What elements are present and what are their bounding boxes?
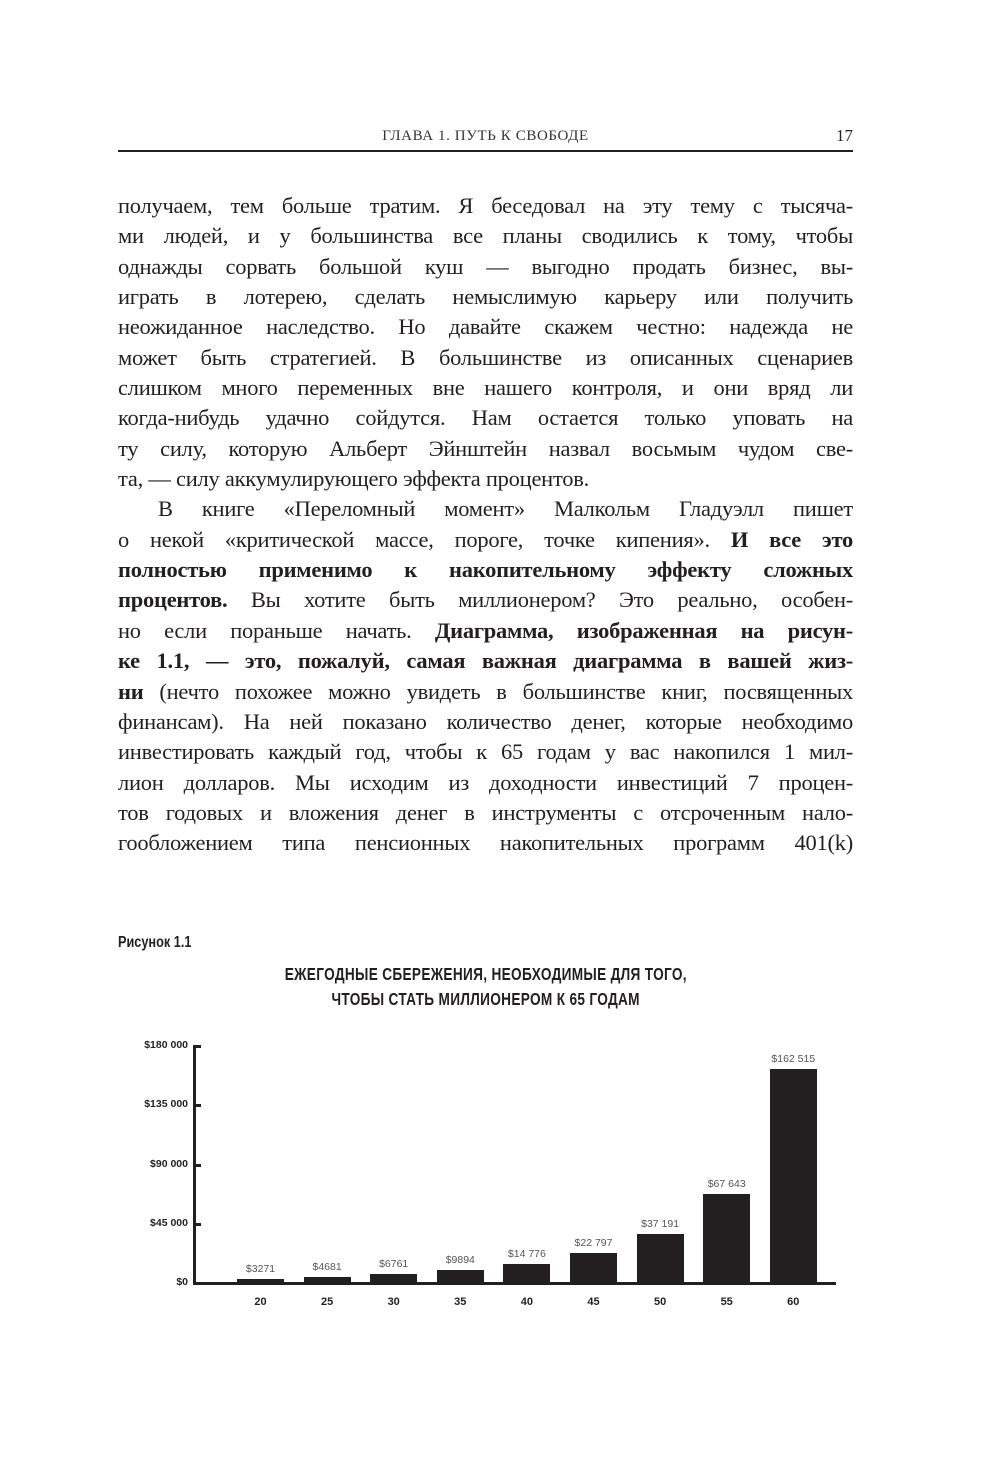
- y-tick-label: $135 000: [144, 1098, 188, 1111]
- bold-text: Диаграмма, изображенная на рисун-: [434, 617, 853, 643]
- x-tick-label: 55: [720, 1296, 733, 1308]
- text-line: [118, 252, 853, 282]
- bar: [237, 1279, 284, 1283]
- bar-value-label: $6761: [379, 1258, 409, 1271]
- bar-value-label: $22 797: [574, 1236, 613, 1249]
- bar: [570, 1253, 617, 1283]
- y-tick-label: $45 000: [150, 1216, 188, 1229]
- y-tick: [196, 1104, 201, 1107]
- text-line: [118, 191, 853, 221]
- text-run: гообложением типа пенсионных накопительных программ 401(k): [118, 830, 853, 856]
- text-line: [118, 464, 853, 494]
- text-line: [118, 677, 853, 707]
- text-line: [118, 343, 853, 373]
- text-line: [118, 282, 853, 312]
- text-run: ту силу, которую Альберт Эйнштейн назвал восьмым чудом све-: [118, 435, 853, 461]
- x-tick-label: 20: [254, 1296, 267, 1308]
- text-line: [118, 737, 853, 767]
- text-run: лион долларов. Мы исходим из доходности инвестиций 7 процен-: [118, 769, 853, 795]
- figure-title: [118, 962, 853, 1012]
- bar-value-label: $67 643: [707, 1177, 746, 1190]
- text-line: [118, 828, 853, 858]
- bold-text: ни: [118, 678, 144, 704]
- text-line: [118, 646, 853, 676]
- x-tick-label: 50: [653, 1296, 667, 1308]
- text-run: инвестировать каждый год, чтобы к 65 годам у вас накопился 1 мил-: [118, 739, 853, 765]
- bar-value-label: $3271: [245, 1262, 276, 1275]
- text-line: [118, 798, 853, 828]
- bar: [370, 1274, 417, 1283]
- bar: [703, 1194, 750, 1283]
- text-run: но если пораньше начать.: [118, 617, 435, 643]
- bar-value-label: $4681: [312, 1260, 342, 1273]
- page-number: 17: [836, 126, 853, 145]
- bar-value-label: $37 191: [641, 1218, 680, 1231]
- bold-text: процентов.: [118, 587, 228, 613]
- text-line: [118, 434, 853, 464]
- bold-text: полностью применимо к накопительному эффекту сложных: [118, 557, 853, 583]
- y-tick-label: $0: [176, 1276, 188, 1288]
- x-tick-label: 35: [454, 1296, 467, 1308]
- y-tick: [196, 1223, 201, 1226]
- x-tick-label: 40: [520, 1296, 534, 1308]
- bar: [503, 1264, 550, 1283]
- y-tick-label: $90 000: [150, 1157, 188, 1170]
- text-run: слишком много переменных вне нашего контроля, и они вряд ли: [118, 375, 853, 401]
- text-line: [118, 585, 853, 615]
- bar: [437, 1270, 484, 1283]
- text-line: [118, 707, 853, 737]
- text-run: получаем, тем больше тратим. Я беседовал на эту тему с тысяча-: [118, 193, 853, 218]
- text-line: [118, 555, 853, 585]
- bold-text: ке 1.1, — это, пожалуй, самая важная диаграмма в вашей жиз-: [118, 648, 853, 674]
- text-run: может быть стратегией. В большинстве из описанных сценариев: [118, 344, 853, 370]
- text-run: играть в лотерею, сделать немыслимую карьеру или получить: [118, 284, 853, 310]
- text-line: [118, 403, 853, 433]
- bar-value-label: $162 515: [771, 1053, 816, 1066]
- text-line: [118, 312, 853, 342]
- bar: [770, 1069, 817, 1283]
- y-tick: [196, 1045, 201, 1048]
- figure-title-line-1: ЕЖЕГОДНЫЕ СБЕРЕЖЕНИЯ, НЕОБХОДИМЫЕ ДЛЯ ТОГО,: [284, 964, 687, 984]
- text-run: финансам). На ней показано количество денег, которые необходимо: [118, 708, 853, 734]
- text-run: когда-нибудь удачно сойдутся. Нам остается только уповать на: [118, 405, 853, 431]
- figure-label: Рисунок 1.1: [118, 934, 192, 951]
- text-line: [118, 373, 853, 403]
- text-run: та, — силу аккумулирующего эффекта процентов.: [118, 466, 590, 492]
- x-tick-label: 25: [320, 1296, 334, 1308]
- bold-text: И все это: [730, 526, 853, 552]
- text-run: тов годовых и вложения денег в инструменты с отсроченным нало-: [118, 799, 853, 825]
- bar-value-label: $9894: [445, 1253, 475, 1266]
- text-run: В книге «Переломный момент» Малкольм Гладуэлл пишет: [158, 496, 853, 522]
- x-tick-label: 30: [387, 1296, 400, 1308]
- bar: [637, 1234, 684, 1283]
- figure-title-line-2: ЧТОБЫ СТАТЬ МИЛЛИОНЕРОМ К 65 ГОДАМ: [331, 989, 640, 1009]
- x-tick-label: 60: [787, 1296, 800, 1308]
- x-tick-label: 45: [587, 1296, 600, 1308]
- text-run: неожиданное наследство. Но давайте скажем честно: надежда не: [118, 314, 853, 340]
- y-tick-label: $180 000: [144, 1039, 188, 1051]
- text-run: о некой «критической массе, пороге, точке кипения».: [118, 526, 731, 552]
- chapter-title: ГЛАВА 1. ПУТЬ К СВОБОДЕ: [382, 128, 589, 144]
- text-run: ми людей, и у большинства все планы сводились к тому, чтобы: [118, 223, 853, 249]
- text-run: (нечто похожее можно увидеть в большинстве книг, посвященных: [143, 678, 853, 704]
- text-line: [118, 616, 853, 646]
- text-line: [118, 768, 853, 798]
- bar-value-label: $14 776: [507, 1247, 546, 1260]
- y-tick: [196, 1164, 201, 1167]
- bar: [304, 1277, 351, 1283]
- body-text: [118, 191, 853, 859]
- text-line: [118, 525, 853, 555]
- text-run: однажды сорвать большой куш — выгодно продать бизнес, вы-: [118, 253, 853, 279]
- text-line: [118, 494, 853, 524]
- text-line: [118, 221, 853, 251]
- running-head: [118, 126, 853, 152]
- text-run: Вы хотите быть миллионером? Это реально, особен-: [227, 587, 853, 613]
